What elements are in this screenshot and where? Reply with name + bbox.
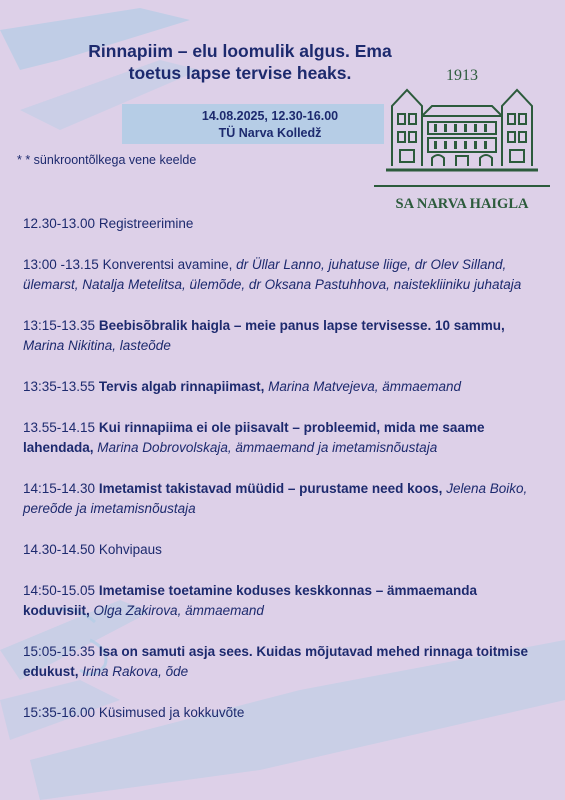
agenda-item [23,418,533,458]
agenda-item [23,255,533,295]
translation-note: * * sünkroontõlkega vene keelde [17,153,197,167]
agenda-speaker: Irina Rakova, õde [82,664,189,679]
logo-year: 1913 [446,67,478,84]
event-title: Rinnapiim – elu loomulik algus. Ema toetus lapse tervise heaks. [88,41,392,83]
agenda-topic: Beebisõbralik haigla – meie panus lapse tervisesse. 10 sammu, [98,318,505,333]
agenda-time: 13:35-13.55 [23,379,96,394]
agenda-text: Registreerimine [98,216,194,231]
agenda-item [23,581,533,621]
agenda-item [23,642,533,682]
agenda-time: 15:35-16.00 [23,705,96,720]
agenda-item [23,377,533,397]
agenda-time: 13.55-14.15 [23,420,96,435]
agenda-text: Kohvipaus [98,542,162,557]
agenda-speaker: dr Üllar Lanno, juhatuse liige, dr Olev Silland, ülemarst, Natalja Metelitsa, ülemõde, dr Oksana Pastuhhova, naistekliiniku juhataja [23,257,522,292]
agenda-speaker: Marina Nikitina, lasteõde [23,338,171,353]
agenda-speaker: Marina Matvejeva, ämmaemand [268,379,461,394]
event-venue: TÜ Narva Kolledž [218,126,322,140]
agenda-item [23,540,533,560]
agenda-item [23,479,533,519]
agenda-topic: Isa on samuti asja sees. Kuidas mõjutavad mehed rinnaga toitmise edukust, [23,644,528,679]
agenda-time: 14:15-14.30 [23,481,96,496]
agenda-topic: Kui rinnapiima ei ole piisavalt – probleemid, mida me saame lahendada, [23,420,485,455]
agenda-time: 14:50-15.05 [23,583,96,598]
agenda-time: 13:15-13.35 [23,318,96,333]
agenda-text: Konverentsi avamine, [102,257,237,272]
agenda-time: 14.30-14.50 [23,542,96,557]
agenda-topic: Tervis algab rinnapiimast, [98,379,265,394]
agenda-list [23,214,533,744]
agenda-speaker: Marina Dobrovolskaja, ämmaemand ja imetamisnõustaja [97,440,438,455]
agenda-speaker: Jelena Boiko, pereõde ja imetamisnõustaja [23,481,528,516]
agenda-topic: Imetamise toetamine koduses keskkonnas – ämmaemanda koduvisiit, [23,583,477,618]
agenda-speaker: Olga Zakirova, ämmaemand [93,603,264,618]
agenda-time: 12.30-13.00 [23,216,96,231]
agenda-item [23,214,533,234]
agenda-text: Küsimused ja kokkuvõte [98,705,245,720]
event-date: 14.08.2025, 12.30-16.00 [201,109,339,123]
agenda-time: 13:00 -13.15 [23,257,99,272]
agenda-item [23,316,533,356]
agenda-time: 15:05-15.35 [23,644,96,659]
agenda-item [23,703,533,723]
logo-name: SA NARVA HAIGLA [395,196,529,212]
hospital-building-icon [372,66,552,216]
agenda-topic: Imetamist takistavad müüdid – purustame need koos, [98,481,443,496]
